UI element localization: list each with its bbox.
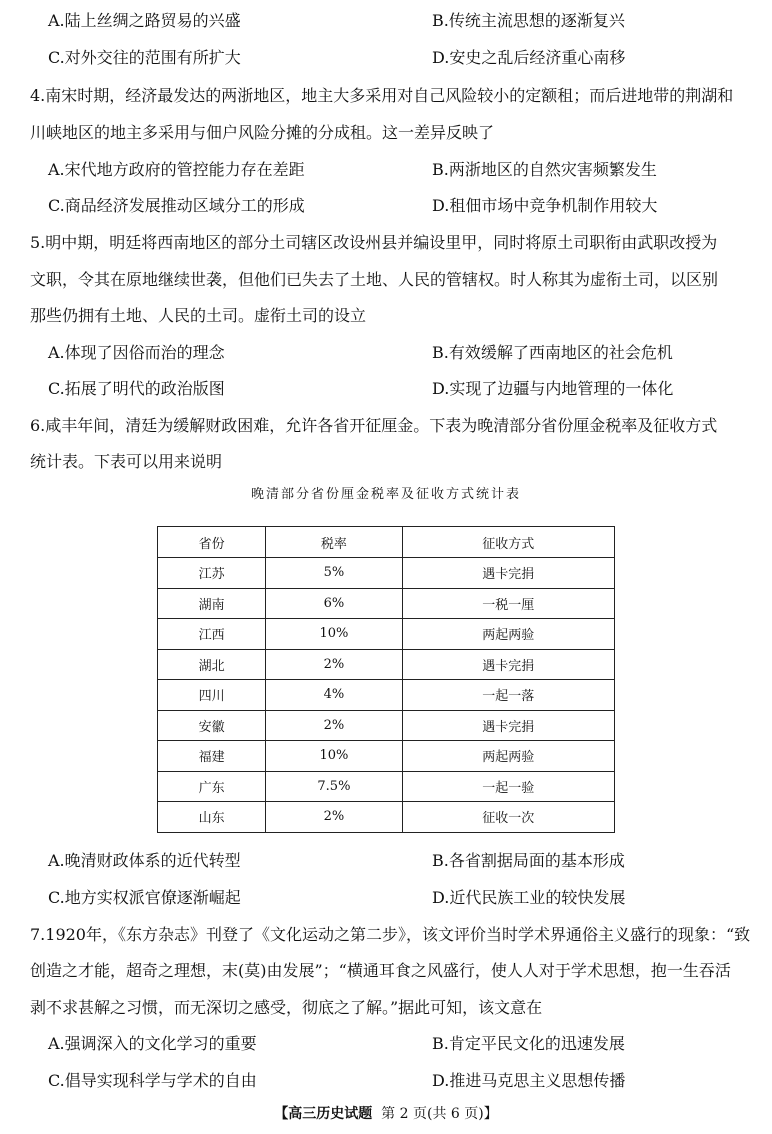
q6-option-a: A.晚清财政体系的近代转型 [48, 851, 241, 870]
q3-option-b: B.传统主流思想的逐渐复兴 [432, 11, 625, 30]
q4-stem-line-1: 4.南宋时期，经济最发达的两浙地区，地主大多采用对自己风险较小的定额租；而后进地带的荆湖和 [30, 86, 734, 105]
cell-province: 安徽 [158, 710, 266, 741]
q5-stem-line-3: 那些仍拥有土地、人民的土司。虚衔土司的设立 [30, 306, 367, 325]
table-row [158, 771, 615, 802]
cell-rate: 4% [266, 680, 402, 711]
cell-method: 遇卡完捐 [402, 710, 614, 741]
q7-stem-line-3: 剥不求甚解之习惯，而无深切之感受，彻底之了解。”据此可知，该文意在 [30, 998, 543, 1017]
table-row [158, 802, 615, 833]
q5-option-d: D.实现了边疆与内地管理的一体化 [432, 379, 674, 398]
table-row [158, 588, 615, 619]
q3-option-a: A.陆上丝绸之路贸易的兴盛 [48, 11, 241, 30]
q3-option-d: D.安史之乱后经济重心南移 [432, 48, 626, 67]
q6-option-b: B.各省割据局面的基本形成 [432, 851, 625, 870]
table-row [158, 649, 615, 680]
cell-province: 江西 [158, 619, 266, 650]
q7-option-a: A.强调深入的文化学习的重要 [48, 1034, 257, 1053]
q7-option-b: B.肯定平民文化的迅速发展 [432, 1034, 625, 1053]
cell-rate: 10% [266, 619, 402, 650]
header-province: 省份 [158, 527, 266, 558]
q4-option-d: D.租佃市场中竞争机制作用较大 [432, 196, 658, 215]
q6-option-d: D.近代民族工业的较快发展 [432, 888, 626, 907]
cell-method: 一税一厘 [402, 588, 614, 619]
cell-method: 两起两验 [402, 619, 614, 650]
cell-method: 两起两验 [402, 741, 614, 772]
q5-option-a: A.体现了因俗而治的理念 [48, 343, 225, 362]
cell-rate: 2% [266, 710, 402, 741]
cell-province: 湖南 [158, 588, 266, 619]
cell-rate: 6% [266, 588, 402, 619]
cell-rate: 2% [266, 802, 402, 833]
table-row [158, 619, 615, 650]
q7-option-d: D.推进马克思主义思想传播 [432, 1071, 626, 1090]
header-method: 征收方式 [402, 527, 614, 558]
cell-method: 一起一验 [402, 771, 614, 802]
header-rate: 税率 [266, 527, 402, 558]
cell-province: 湖北 [158, 649, 266, 680]
table-header-row [158, 527, 615, 558]
cell-province: 四川 [158, 680, 266, 711]
table-row [158, 741, 615, 772]
table-row [158, 710, 615, 741]
cell-method: 遇卡完捐 [402, 558, 614, 589]
q5-stem-line-1: 5.明中期，明廷将西南地区的部分土司辖区改设州县并编设里甲，同时将原土司职衔由武职改授为 [30, 233, 718, 252]
q7-stem-line-1: 7.1920年，《东方杂志》刊登了《文化运动之第二步》，该文评价当时学术界通俗主义盛行的现象：“致 [30, 925, 751, 944]
table-row [158, 558, 615, 589]
cell-province: 福建 [158, 741, 266, 772]
lijin-table [157, 526, 615, 833]
cell-rate: 5% [266, 558, 402, 589]
q4-option-a: A.宋代地方政府的管控能力存在差距 [48, 160, 305, 179]
cell-rate: 7.5% [266, 771, 402, 802]
q5-option-c: C.拓展了明代的政治版图 [48, 379, 225, 398]
cell-rate: 10% [266, 741, 402, 772]
q3-option-c: C.对外交往的范围有所扩大 [48, 48, 241, 67]
cell-province: 广东 [158, 771, 266, 802]
cell-province: 江苏 [158, 558, 266, 589]
q7-stem-line-2: 创造之才能，超奇之理想，末(莫)由发展”；“横通耳食之风盛行，使人人对于学术思想，抱一生吞活 [30, 961, 731, 980]
q6-stem-line-1: 6.咸丰年间，清廷为缓解财政困难，允许各省开征厘金。下表为晚清部分省份厘金税率及征收方式 [30, 416, 718, 435]
page-footer [0, 1104, 772, 1124]
cell-rate: 2% [266, 649, 402, 680]
q5-stem-line-2: 文职，令其在原地继续世袭，但他们已失去了土地、人民的管辖权。时人称其为虚衔土司，以区别 [30, 270, 719, 289]
cell-province: 山东 [158, 802, 266, 833]
footer-exam-title: 【高三历史试题 [274, 1106, 373, 1122]
cell-method: 一起一落 [402, 680, 614, 711]
q4-stem-line-2: 川峡地区的地主多采用与佃户风险分摊的分成租。这一差异反映了 [30, 123, 495, 142]
cell-method: 征收一次 [402, 802, 614, 833]
q4-option-c: C.商品经济发展推动区域分工的形成 [48, 196, 305, 215]
q7-option-c: C.倡导实现科学与学术的自由 [48, 1071, 257, 1090]
footer-page-number: 第 2 页(共 6 页)】 [381, 1106, 498, 1122]
q4-option-b: B.两浙地区的自然灾害频繁发生 [432, 160, 657, 179]
table-row [158, 680, 615, 711]
q5-option-b: B.有效缓解了西南地区的社会危机 [432, 343, 673, 362]
table-title: 晚清部分省份厘金税率及征收方式统计表 [250, 487, 521, 502]
cell-method: 遇卡完捐 [402, 649, 614, 680]
q6-stem-line-2: 统计表。下表可以用来说明 [30, 452, 223, 471]
q6-option-c: C.地方实权派官僚逐渐崛起 [48, 888, 241, 907]
